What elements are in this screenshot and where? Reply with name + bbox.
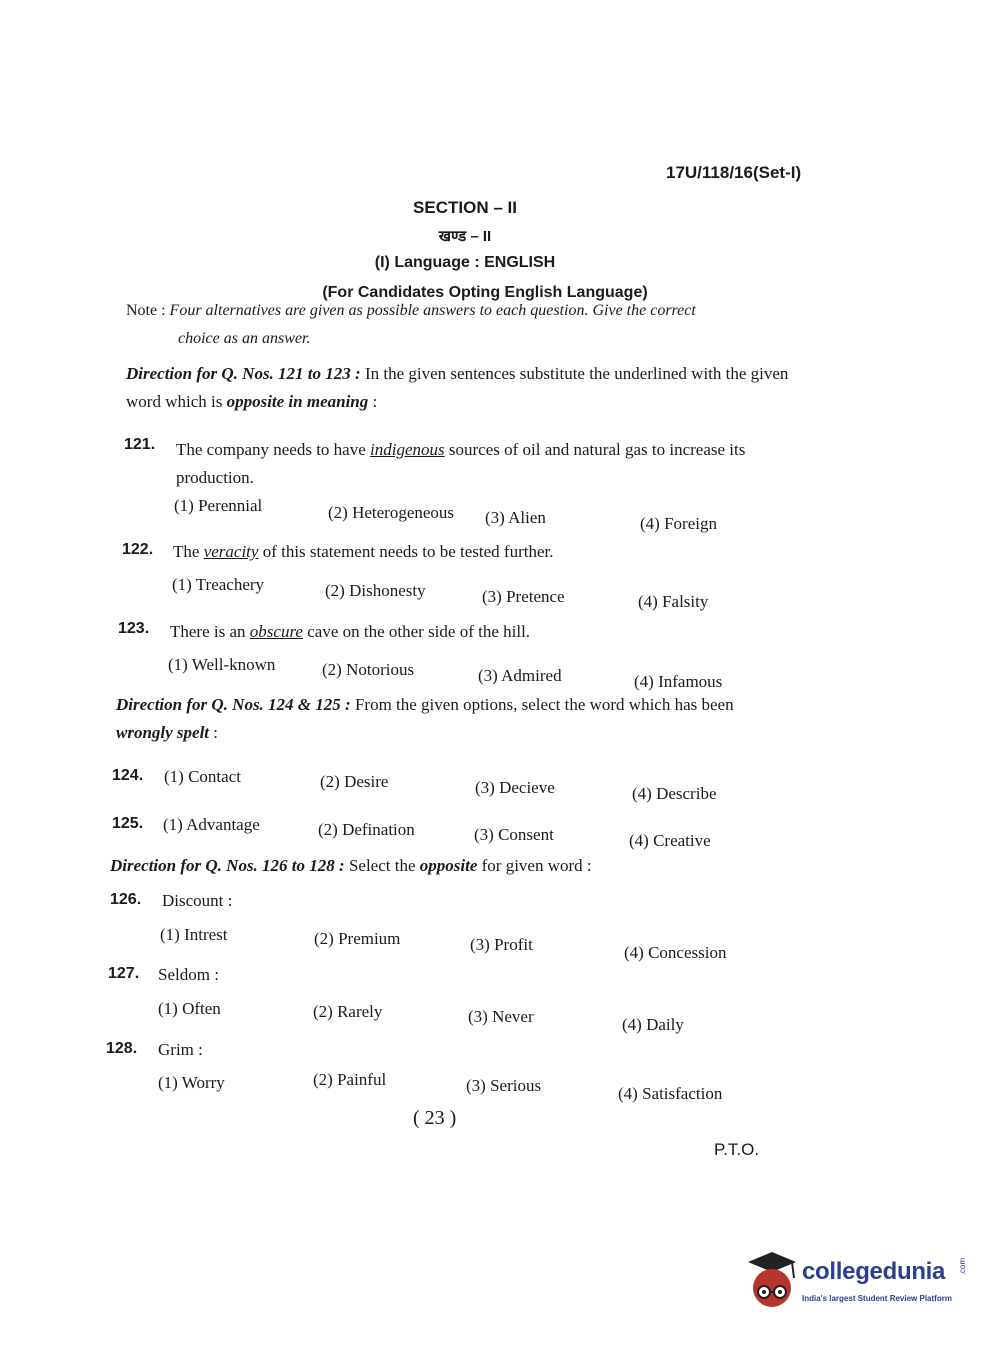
option-125-1[interactable]: (1) Advantage (163, 815, 260, 834)
option-123-3[interactable]: (3) Admired (478, 666, 562, 685)
language-title: (I) Language : ENGLISH (374, 254, 556, 271)
question-number: 128. (106, 1040, 138, 1057)
option-123-1[interactable]: (1) Well-known (168, 655, 276, 674)
option-122-1[interactable]: (1) Treachery (172, 575, 265, 594)
option-128-4[interactable]: (4) Satisfaction (618, 1084, 723, 1103)
note-label: Note : (126, 302, 166, 319)
direction-label: Direction for Q. Nos. 126 to 128 : (110, 856, 345, 875)
direction-text: From the given options, select the word which has been (354, 695, 734, 714)
note-text-line1: Four alternatives are given as possible answers to each question. Give the correct (169, 302, 696, 319)
option-121-3[interactable]: (3) Alien (485, 508, 546, 527)
question-text-before: The (173, 542, 200, 561)
option-124-4[interactable]: (4) Describe (632, 784, 717, 803)
option-126-2[interactable]: (2) Premium (314, 929, 401, 948)
option-124-2[interactable]: (2) Desire (320, 772, 389, 791)
option-126-4[interactable]: (4) Concession (624, 943, 727, 962)
option-127-3[interactable]: (3) Never (468, 1007, 534, 1026)
direction-emphasis: opposite (419, 856, 478, 875)
question-text-after: sources of oil and natural gas to increase its production. (176, 440, 746, 487)
direction-121-123 (126, 360, 796, 416)
brand-tagline: India's largest Student Review Platform (802, 1294, 952, 1303)
option-127-4[interactable]: (4) Daily (622, 1015, 684, 1034)
direction-emphasis: opposite in meaning (226, 392, 369, 411)
option-125-4[interactable]: (4) Creative (629, 831, 711, 850)
question-number: 126. (110, 891, 142, 908)
direction-text: Select the (348, 856, 416, 875)
question-number: 122. (122, 541, 154, 558)
question-126-word: Discount : (162, 891, 233, 910)
direction-end: for given word : (481, 856, 592, 875)
underlined-word: veracity (203, 542, 259, 561)
question-128-word: Grim : (158, 1040, 203, 1059)
page-number: ( 23 ) (413, 1107, 457, 1129)
option-128-3[interactable]: (3) Serious (466, 1076, 542, 1095)
direction-label: Direction for Q. Nos. 124 & 125 : (116, 695, 351, 714)
question-number: 124. (112, 767, 144, 784)
pto-label: P.T.O. (714, 1140, 760, 1159)
option-122-4[interactable]: (4) Falsity (638, 592, 709, 611)
option-127-2[interactable]: (2) Rarely (313, 1002, 383, 1021)
question-number: 125. (112, 815, 144, 832)
brand-suffix: .com (958, 1257, 968, 1276)
option-125-3[interactable]: (3) Consent (474, 825, 554, 844)
option-121-2[interactable]: (2) Heterogeneous (328, 503, 455, 522)
question-number: 123. (118, 620, 150, 637)
option-123-2[interactable]: (2) Notorious (322, 660, 415, 679)
option-126-3[interactable]: (3) Profit (470, 935, 533, 954)
instructions-note (126, 297, 796, 353)
question-number: 121. (124, 436, 156, 453)
opting-note: (For Candidates Opting English Language) (322, 284, 648, 301)
option-128-2[interactable]: (2) Painful (313, 1070, 387, 1089)
option-122-2[interactable]: (2) Dishonesty (325, 581, 426, 600)
direction-124-125 (116, 691, 788, 747)
option-121-1[interactable]: (1) Perennial (174, 496, 263, 515)
direction-126-128 (110, 852, 592, 880)
option-128-1[interactable]: (1) Worry (158, 1073, 225, 1092)
option-126-1[interactable]: (1) Intrest (160, 925, 228, 944)
question-text-after: cave on the other side of the hill. (307, 622, 531, 641)
brand-name: collegedunia (802, 1258, 946, 1285)
option-123-4[interactable]: (4) Infamous (634, 672, 723, 691)
option-122-3[interactable]: (3) Pretence (482, 587, 565, 606)
section-title: SECTION – II (413, 198, 517, 217)
question-121-text (176, 436, 794, 492)
question-text-before: The company needs to have (176, 440, 366, 459)
underlined-word: obscure (249, 622, 303, 641)
direction-text: In the given sentences substitute the underlined with the given word which is (126, 364, 789, 411)
option-127-1[interactable]: (1) Often (158, 999, 221, 1018)
mascot-icon (744, 1248, 800, 1312)
option-124-3[interactable]: (3) Decieve (475, 778, 555, 797)
option-121-4[interactable]: (4) Foreign (640, 514, 717, 533)
direction-end: : (213, 723, 219, 742)
underlined-word: indigenous (370, 440, 445, 459)
question-number: 127. (108, 965, 140, 982)
option-125-2[interactable]: (2) Defination (318, 820, 415, 839)
direction-end: : (372, 392, 378, 411)
question-122-text (173, 542, 554, 562)
question-text-before: There is an (170, 622, 246, 641)
question-123-text (170, 622, 530, 642)
question-text-after: of this statement needs to be tested further. (262, 542, 554, 561)
question-127-word: Seldom : (158, 965, 219, 984)
option-124-1[interactable]: (1) Contact (164, 767, 241, 786)
paper-code: 17U/118/16(Set-I) (666, 163, 802, 182)
direction-label: Direction for Q. Nos. 121 to 123 : (126, 364, 361, 383)
collegedunia-watermark (744, 1248, 974, 1318)
direction-emphasis: wrongly spelt (116, 723, 210, 742)
section-title-hindi: खण्ड – II (438, 228, 492, 245)
note-text-line2: choice as an answer. (178, 330, 311, 347)
